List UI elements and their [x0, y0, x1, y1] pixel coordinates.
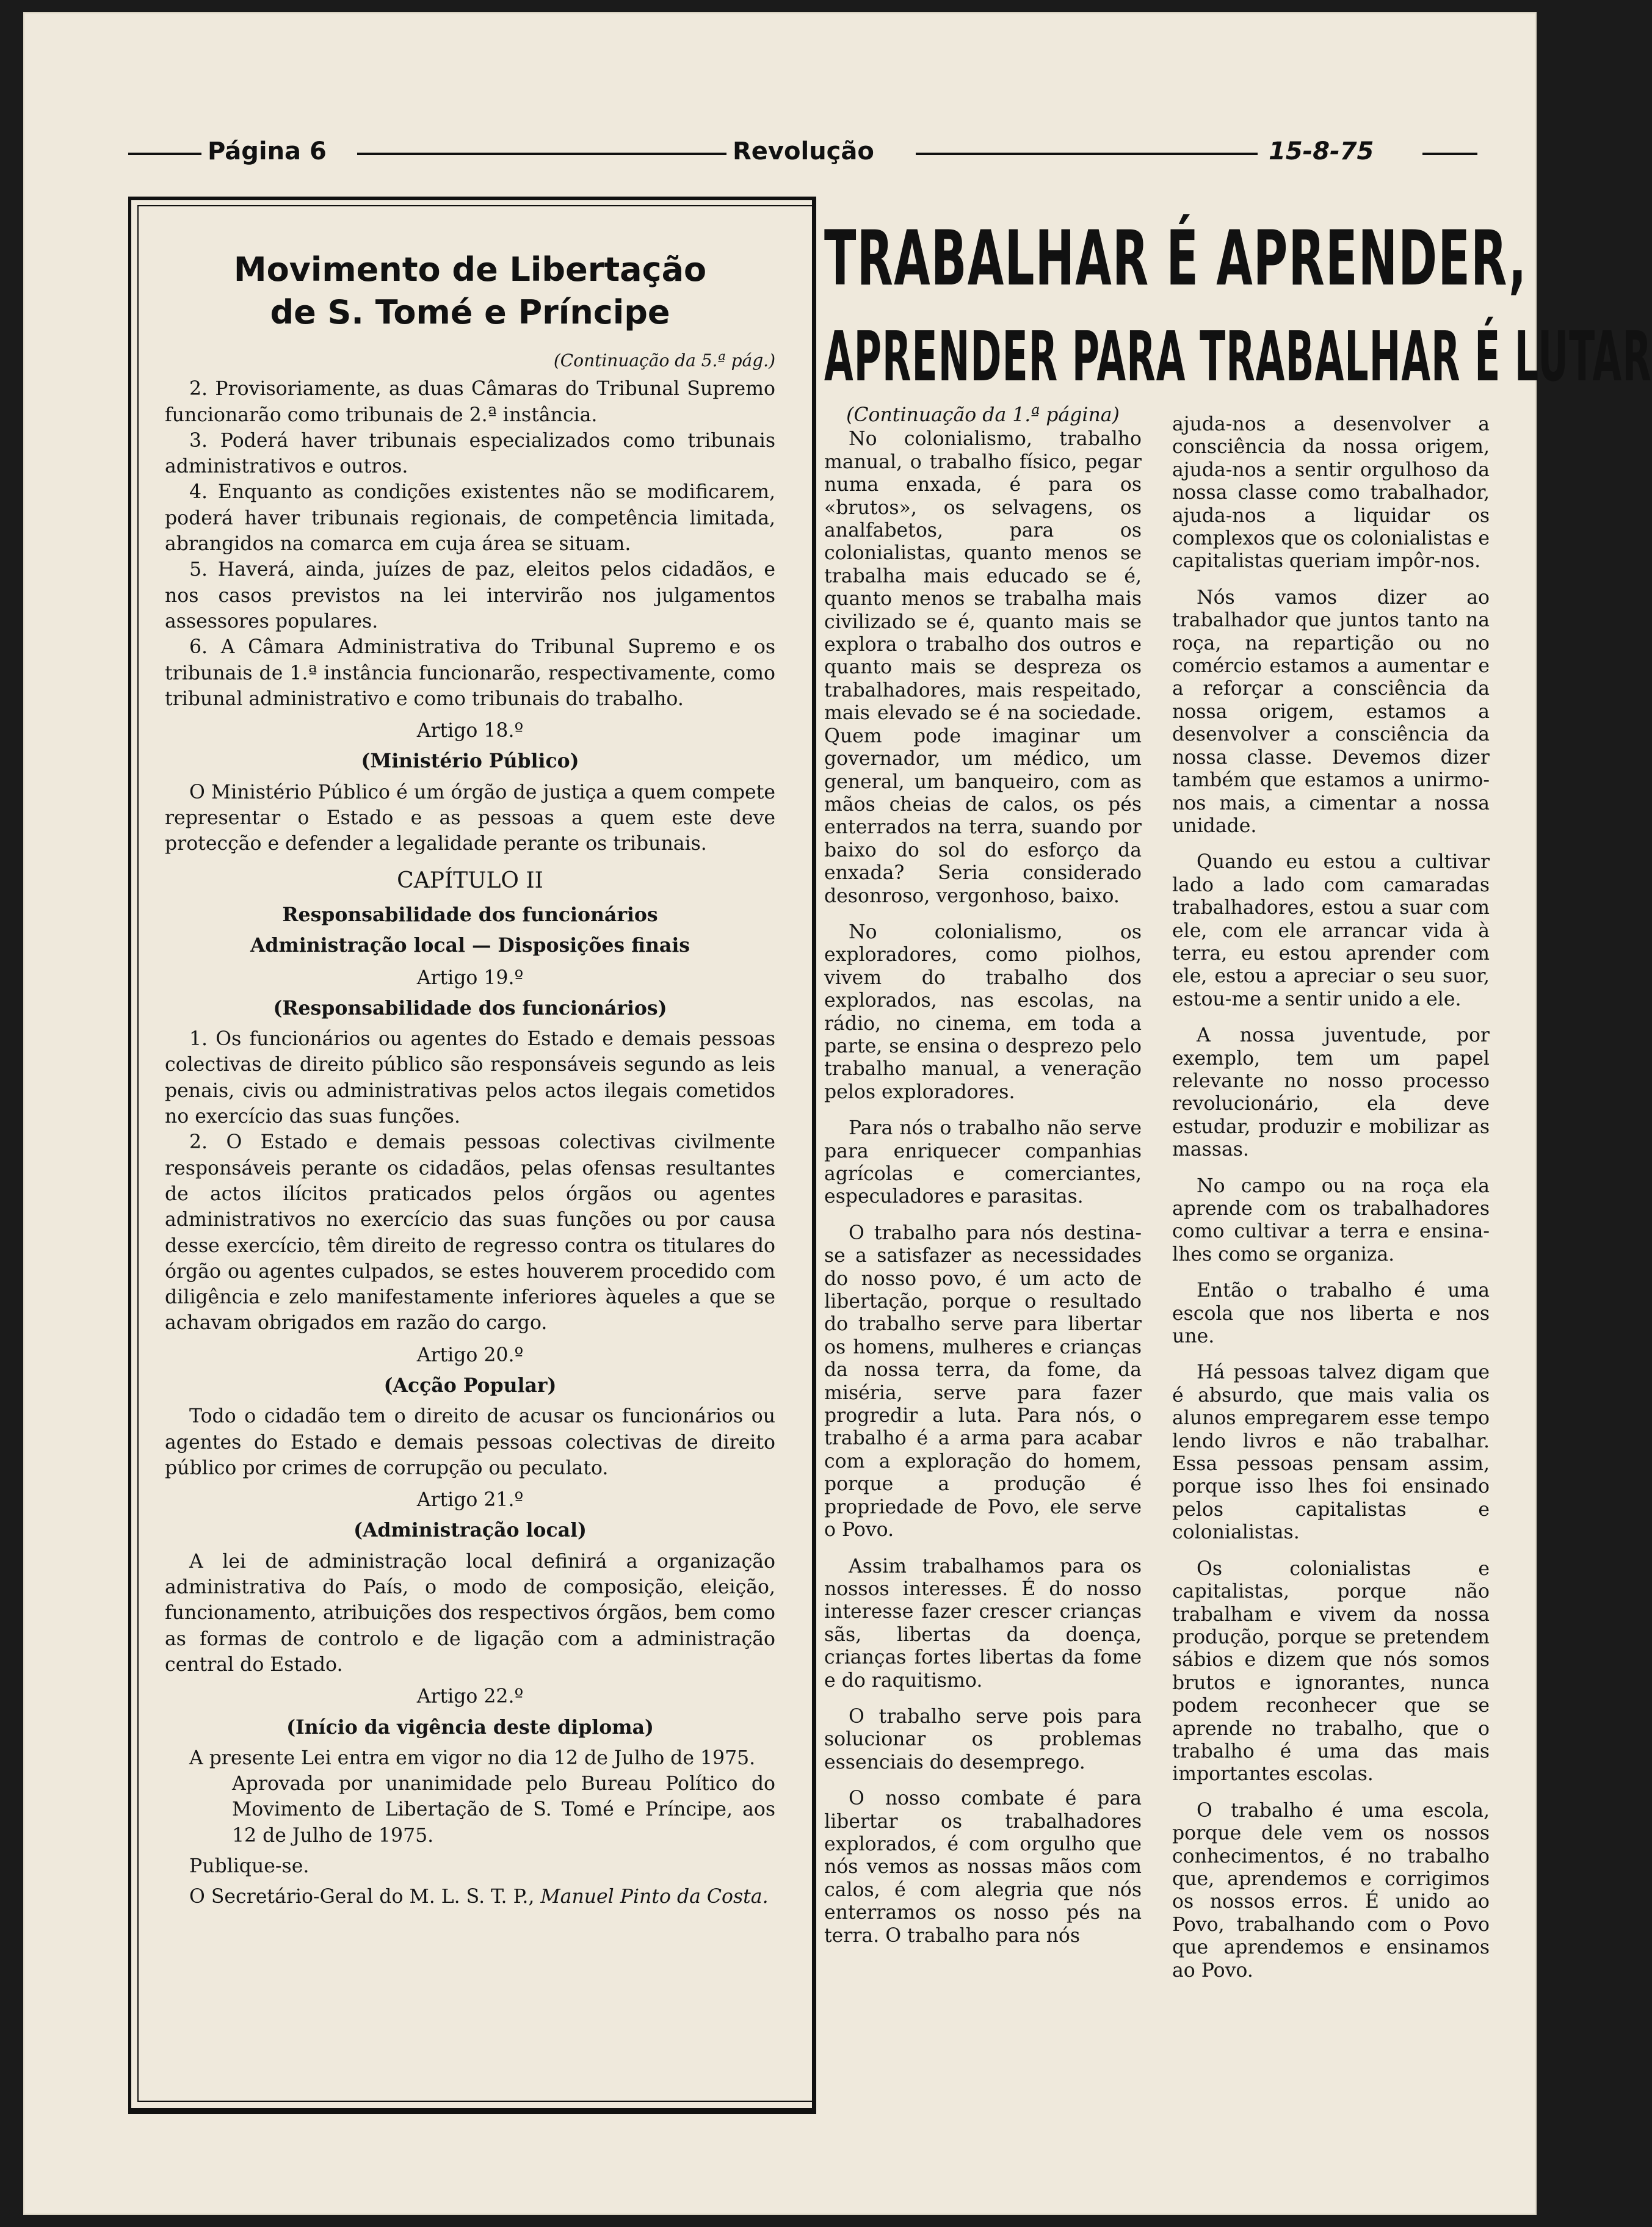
headline-line2: APRENDER PARA TRABALHAR É LUTAR [824, 317, 1652, 397]
paragraph: A presente Lei entra em vigor no dia 12 de Julho de 1975. [189, 1747, 756, 1769]
paragraph: O Ministério Público é um órgão de justiça a quem compete representar o Estado e as pessoas a quem este deve protecção e defender a legalidade perante os tribunais. [165, 781, 775, 855]
paragraph: No campo ou na roça ela aprende com os trabalhadores como cultivar a terra e ensina-lhes como se organiza. [1172, 1175, 1490, 1266]
paragraph: Os colonialistas e capitalistas, porque não trabalham e vivem da nossa produção, porque se pretendem sábios e dizem que nós somos brutos e ignorantes, nunca podem reconhecer que se aprende no trabalho, que o trabalho é uma das mais importantes escolas. [1172, 1557, 1490, 1786]
middle-column [824, 404, 1142, 1961]
chapter-subtitle: Responsabilidade dos funcionários [282, 903, 658, 926]
paragraph: Assim trabalhamos para os nossos interesses. É do nosso interesse fazer crescer crianças sãs, libertas da doença, crianças fortes libertas da fome e do raquitismo. [824, 1555, 1142, 1692]
paragraph: 2. O Estado e demais pessoas colectivas civilmente responsáveis perante os cidadãos, pelas ofensas resultantes de actos ilícitos praticados pelos órgãos ou agentes administrativos no exercício das suas funções ou por causa desse exercício, têm direito de regresso contra os titulares do órgão ou agentes culpados, se estes houverem procedido com diligência e zelo manifestamente inferiores àqueles a que se achavam obrigados em razão do cargo. [165, 1131, 775, 1334]
headline-line1: TRABALHAR É APRENDER, [824, 215, 1527, 303]
header-rule-mid-right [916, 153, 1258, 155]
paragraph: 2. Provisoriamente, as duas Câmaras do Tribunal Supremo funcionarão como tribunais de 2.ª instância. [165, 378, 775, 426]
issue-date: 15-8-75 [1269, 137, 1374, 165]
signature [165, 1884, 775, 1910]
article-number: Artigo 18.º [416, 720, 524, 742]
paragraph: Então o trabalho é uma escola que nos liberta e nos une. [1172, 1280, 1490, 1348]
right-column [1172, 413, 1490, 1996]
continuation-note: (Continuação da 1.ª página) [846, 404, 1120, 426]
paragraph: O trabalho serve pois para solucionar os problemas essenciais do desemprego. [824, 1705, 1142, 1773]
article-title-line1: Movimento de Libertação [233, 250, 707, 289]
publish-note: Publique-se. [189, 1855, 310, 1878]
paragraph: ajuda-nos a desenvolver a consciência da nossa origem, ajuda-nos a sentir orgulhoso da nossa classe como trabalhador, ajuda-nos a liquidar os complexos que os colonialistas e capitalistas queriam impôr-nos. [1172, 413, 1490, 573]
paragraph: A nossa juventude, por exemplo, tem um papel relevante no nosso processo revolucionário, ela deve estudar, produzir e mobilizar as massas. [1172, 1024, 1490, 1161]
article-heading: (Acção Popular) [383, 1374, 557, 1397]
paper-name: Revolução [733, 137, 874, 165]
paragraph: A lei de administração local definirá a organização administrativa do País, o modo de composição, eleição, funcionamento, atribuições dos respectivos órgãos, bem como as formas de controlo e de ligação com a administração central do Estado. [165, 1550, 775, 1676]
article-heading: (Início da vigência deste diploma) [286, 1715, 654, 1739]
paragraph: Para nós o trabalho não serve para enriquecer companhias agrícolas e comerciantes, especuladores e parasitas. [824, 1117, 1142, 1208]
header-rule-right [1422, 153, 1477, 155]
paragraph: No colonialismo, trabalho manual, o trabalho físico, pegar numa enxada, é para os «brutos», os selvagens, os analfabetos, para os colonialistas, quanto menos se trabalha mais educado se é, quanto menos se trabalha mais civilizado se é, quanto mais se explora o trabalho dos outros e quanto mais se despreza os trabalhadores, mais respeitado, mais elevado se é na sociedade. Quem pode imaginar um governador, um médico, um general, um banqueiro, com as mãos cheias de calos, os pés enterrados na terra, suando por baixo do sol do esforço da enxada? Seria considerado desonroso, vergonhoso, baixo. [824, 428, 1142, 907]
left-article-body [165, 348, 775, 1910]
header-rule-left [128, 153, 201, 155]
paragraph: Quando eu estou a cultivar lado a lado com camaradas trabalhadores, estou a suar com ele, com ele arrancar vida à terra, eu estou aprender com ele, estou a apreciar o seu suor, estou-me a sentir unido a ele. [1172, 851, 1490, 1010]
article-heading: (Administração local) [353, 1519, 587, 1542]
article-number: Artigo 21.º [416, 1489, 524, 1512]
article-heading: (Responsabilidade dos funcionários) [273, 996, 667, 1019]
approval-note: Aprovada por unanimidade pelo Bureau Político do Movimento de Libertação de S. Tomé e Príncipe, aos 12 de Julho de 1975. [232, 1773, 775, 1847]
paragraph: 6. A Câmara Administrativa do Tribunal Supremo e os tribunais de 1.ª instância funcionarão, respectivamente, como tribunal administrativo e como tribunais do trabalho. [165, 636, 775, 710]
article-heading: (Ministério Público) [361, 750, 579, 773]
chapter-subtitle: Administração local — Disposições finais [250, 934, 690, 957]
paragraph: No colonialismo, os exploradores, como piolhos, vivem do trabalho dos explorados, nas escolas, na rádio, no cinema, em toda a parte, se ensina o desprezo pelo trabalho manual, a veneração pelos exploradores. [824, 921, 1142, 1103]
paragraph: Há pessoas talvez digam que é absurdo, que mais valia os alunos empregarem esse tempo lendo livros e não trabalhar. Essa pessoas pensam assim, porque isso lhes foi ensinado pelos capitalistas e colonialistas. [1172, 1361, 1490, 1544]
paragraph: Todo o cidadão tem o direito de acusar os funcionários ou agentes do Estado e demais pessoas colectivas de direito público por crimes de corrupção ou peculato. [165, 1405, 775, 1479]
header-rule-mid-left [357, 153, 726, 155]
chapter-heading: CAPÍTULO II [397, 867, 543, 893]
continuation-note: (Continuação da 5.ª pág.) [553, 350, 775, 371]
paragraph: Nós vamos dizer ao trabalhador que juntos tanto na roça, na repartição ou no comércio estamos a aumentar e a reforçar a consciência da nossa origem, estamos a desenvolver a consciência da nossa classe. Devemos dizer também que estamos a unirmo-nos mais, a cimentar a nossa unidade. [1172, 586, 1490, 837]
page-label: Página 6 [208, 137, 327, 165]
article-title-line2: de S. Tomé e Príncipe [270, 293, 670, 331]
article-number: Artigo 22.º [416, 1686, 524, 1708]
paragraph: O trabalho é uma escola, porque dele vem os nossos conhecimentos, é no trabalho que, aprendemos e corrigimos os nossos erros. É unido ao Povo, trabalhando com o Povo que aprendemos e ensinamos ao Povo. [1172, 1799, 1490, 1982]
paragraph: 5. Haverá, ainda, juízes de paz, eleitos pelos cidadãos, e nos casos previstos na lei intervirão nos julgamentos assessores populares. [165, 559, 775, 632]
paragraph: O trabalho para nós destina-se a satisfazer as necessidades do nosso povo, é um acto de libertação, porque o resultado do trabalho serve para libertar os homens, mulheres e crianças da nossa terra, da fome, da miséria, serve para fazer progredir a luta. Para nós, o trabalho é a arma para acabar com a exploração do homem, porque a produção é propriedade de Povo, ele serve o Povo. [824, 1222, 1142, 1541]
signature-name: Manuel Pinto da Costa. [540, 1886, 769, 1908]
paragraph: 3. Poderá haver tribunais especializados como tribunais administrativos e outros. [165, 429, 775, 478]
newspaper-page [24, 13, 1652, 2214]
paragraph: 1. Os funcionários ou agentes do Estado e demais pessoas colectivas de direito público são responsáveis segundo as leis penais, civis ou administrativas pelos actos ilegais cometidos no exercício das suas funções. [165, 1028, 775, 1128]
article-number: Artigo 19.º [416, 966, 524, 989]
paragraph: 4. Enquanto as condições existentes não se modificarem, poderá haver tribunais regionais, de competência limitada, abrangidos na comarca em cuja área se situam. [165, 481, 775, 556]
signature-prefix: O Secretário-Geral do M. L. S. T. P., [189, 1886, 535, 1908]
article-number: Artigo 20.º [416, 1344, 524, 1366]
paragraph: O nosso combate é para libertar os trabalhadores explorados, é com orgulho que nós vemos as nossas mãos com calos, é com alegria que nós enterramos os nosso pés na terra. O trabalho para nós [824, 1787, 1142, 1947]
